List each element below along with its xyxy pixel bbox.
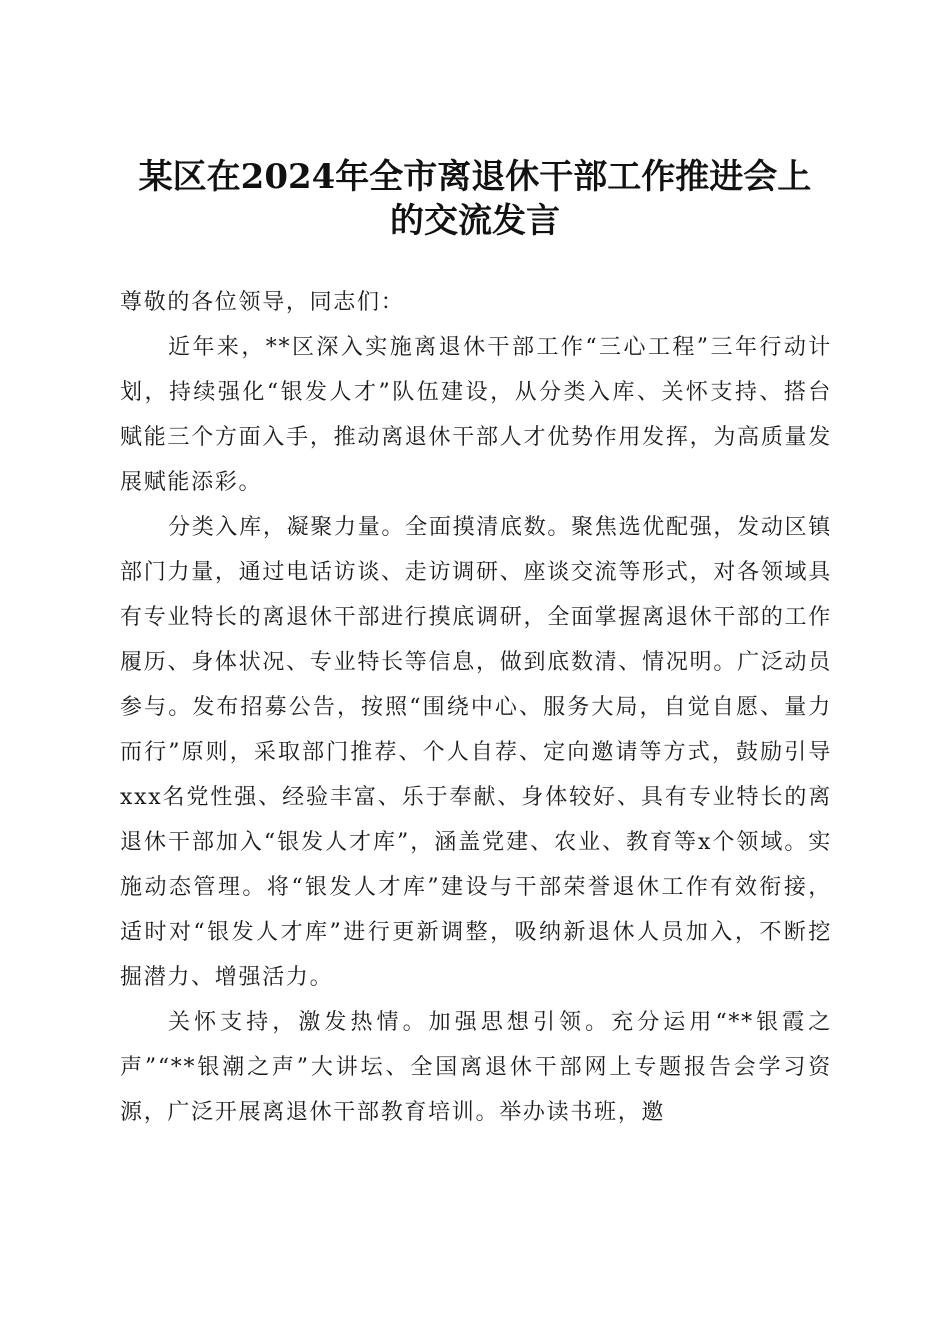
title-line-1: 某区在2024年全市离退休干部工作推进会上 [138,156,812,197]
title-line-2: 的交流发言 [390,200,560,241]
paragraph-care-support: 关怀支持，激发热情。加强思想引领。充分运用“**银霞之声”“**银潮之声”大讲坛、全国离退休干部网上专题报告会学习资源，广泛开展离退休干部教育培训。举办读书班，邀 [120,1010,832,1125]
document-title [100,155,850,243]
document-body [120,280,832,1135]
salutation: 尊敬的各位领导，同志们： [120,290,405,315]
paragraph-classification: 分类入库，凝聚力量。全面摸清底数。聚焦选优配强，发动区镇部门力量，通过电话访谈、走访调研、座谈交流等形式，对各领域具有专业特长的离退休干部进行摸底调研，全面掌握离退休干部的工作履历、身体状况、专业特长等信息，做到底数清、情况明。广泛动员参与。发布招募公告，按照“围绕中心、服务大局，自觉自愿、量力而行”原则，采取部门推荐、个人自荐、定向邀请等方式，鼓励引导xxx名党性强、经验丰富、乐于奉献、身体较好、具有专业特长的离退休干部加入“银发人才库”，涵盖党建、农业、教育等x个领域。实施动态管理。将“银发人才库”建设与干部荣誉退休工作有效衔接，适时对“银发人才库”进行更新调整，吸纳新退休人员加入，不断挖掘潜力、增强活力。 [120,515,832,990]
paragraph-intro: 近年来，**区深入实施离退休干部工作“三心工程”三年行动计划，持续强化“银发人才”队伍建设，从分类入库、关怀支持、搭台赋能三个方面入手，推动离退休干部人才优势作用发挥，为高质量发展赋能添彩。 [120,335,832,495]
